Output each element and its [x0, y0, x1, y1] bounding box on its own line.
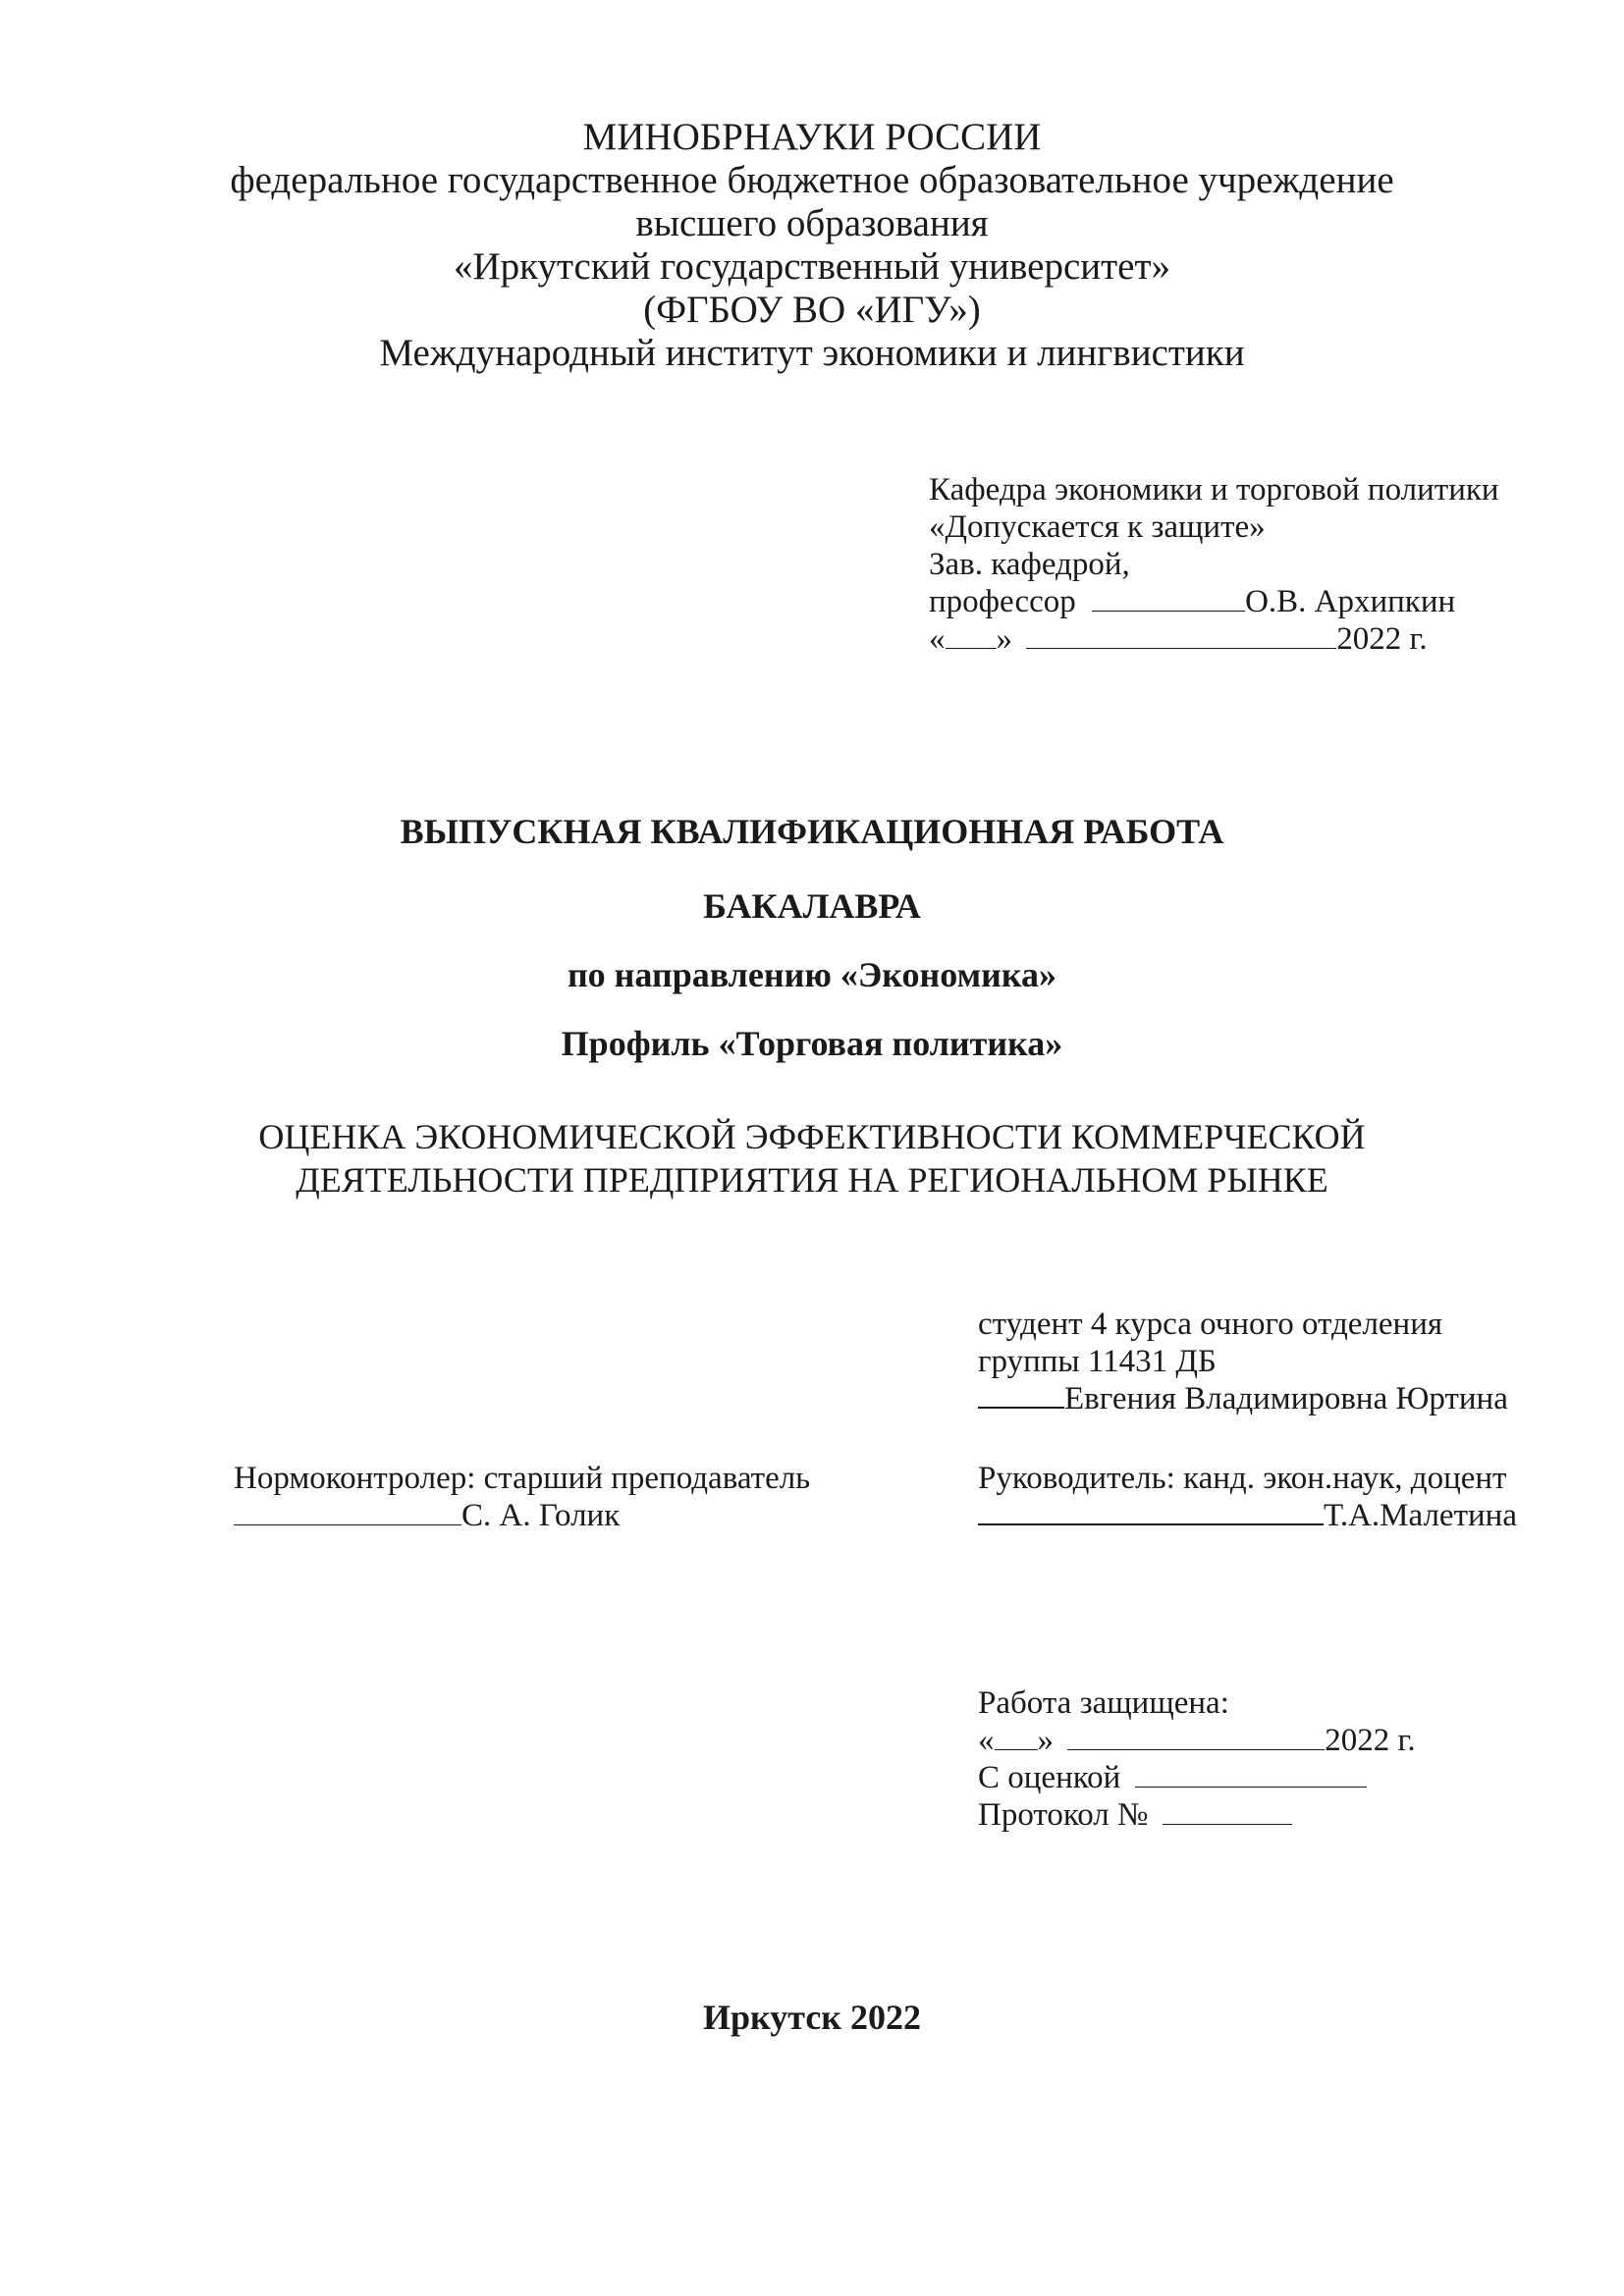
month-blank	[1026, 624, 1336, 649]
normcontroller-block	[234, 1460, 810, 1534]
supervisor-title: Руководитель: канд. экон.наук, доцент	[978, 1461, 1507, 1496]
grade-line	[978, 1759, 1416, 1796]
protocol-label: Протокол №	[978, 1797, 1149, 1833]
defense-date-open-quote: «	[978, 1723, 995, 1758]
normcontroller-signature-line	[234, 1501, 461, 1525]
ministry-line: МИНОБРНАУКИ РОССИИ	[582, 116, 1042, 158]
supervisor-sign-line	[978, 1497, 1517, 1534]
day-blank	[946, 624, 997, 649]
approval-year: 2022 г.	[1336, 621, 1428, 657]
defense-date-close-quote: »	[1037, 1723, 1054, 1758]
institution-type-line: федеральное государственное бюджетное образовательное учреждение	[230, 159, 1394, 201]
professor-prefix: профессор	[929, 584, 1076, 619]
defense-block	[978, 1684, 1416, 1834]
protocol-blank	[1163, 1800, 1292, 1825]
defense-date-line	[978, 1722, 1416, 1759]
department-line: Кафедра экономики и торговой политики	[929, 472, 1499, 507]
protocol-line	[978, 1796, 1416, 1834]
city-year: Иркутск 2022	[702, 1998, 922, 2037]
student-group-line: группы 11431 ДБ	[978, 1344, 1217, 1379]
defense-year: 2022 г.	[1325, 1723, 1416, 1758]
normcontroller-sign-line	[234, 1497, 810, 1534]
admitted-line: «Допускается к защите»	[929, 509, 1266, 545]
professor-line	[929, 583, 1499, 620]
supervisor-block	[978, 1460, 1517, 1534]
professor-name: О.В. Архипкин	[1245, 584, 1456, 619]
date-close-quote: »	[996, 621, 1012, 657]
student-course-line: студент 4 курса очного отделения	[978, 1307, 1443, 1342]
head-line: Зав. кафедрой,	[929, 547, 1130, 582]
grade-label: С оценкой	[978, 1760, 1121, 1795]
direction-line: по направлению «Экономика»	[567, 955, 1057, 994]
signature-line	[1092, 587, 1245, 612]
normcontroller-name: С. А. Голик	[461, 1498, 621, 1533]
topic-line-2: ДЕЯТЕЛЬНОСТИ ПРЕДПРИЯТИЯ НА РЕГИОНАЛЬНОМ РЫНКЕ	[296, 1160, 1328, 1200]
defense-day-blank	[995, 1726, 1038, 1750]
institution-header	[0, 116, 1624, 375]
defense-month-blank	[1067, 1726, 1325, 1750]
approval-date-line	[929, 620, 1499, 658]
profile-line: Профиль «Торговая политика»	[561, 1024, 1063, 1063]
student-block	[978, 1306, 1508, 1417]
education-level-line: высшего образования	[635, 202, 989, 244]
defense-title: Работа защищена:	[978, 1685, 1229, 1721]
university-name-line: «Иркутский государственный университет»	[453, 245, 1171, 288]
thesis-topic	[0, 1115, 1624, 1201]
grade-blank	[1135, 1763, 1367, 1788]
student-name-line	[978, 1380, 1508, 1417]
topic-line-1: ОЦЕНКА ЭКОНОМИЧЕСКОЙ ЭФФЕКТИВНОСТИ КОММЕРЧЕСКОЙ	[258, 1117, 1366, 1156]
student-name: Евгения Владимировна Юртина	[1064, 1381, 1508, 1416]
institute-line: Международный институт экономики и лингвистики	[379, 332, 1245, 374]
supervisor-signature-line	[978, 1500, 1324, 1525]
thesis-type-line: ВЫПУСКНАЯ КВАЛИФИКАЦИОННАЯ РАБОТА	[400, 812, 1224, 851]
degree-line: БАКАЛАВРА	[703, 886, 921, 926]
university-abbr-line: (ФГБОУ ВО «ИГУ»)	[643, 289, 981, 331]
approval-block	[929, 471, 1499, 658]
student-signature-line	[978, 1383, 1064, 1409]
supervisor-name: Т.А.Малетина	[1324, 1498, 1517, 1533]
normcontroller-title: Нормоконтролер: старший преподаватель	[234, 1461, 811, 1496]
date-open-quote: «	[929, 621, 946, 657]
